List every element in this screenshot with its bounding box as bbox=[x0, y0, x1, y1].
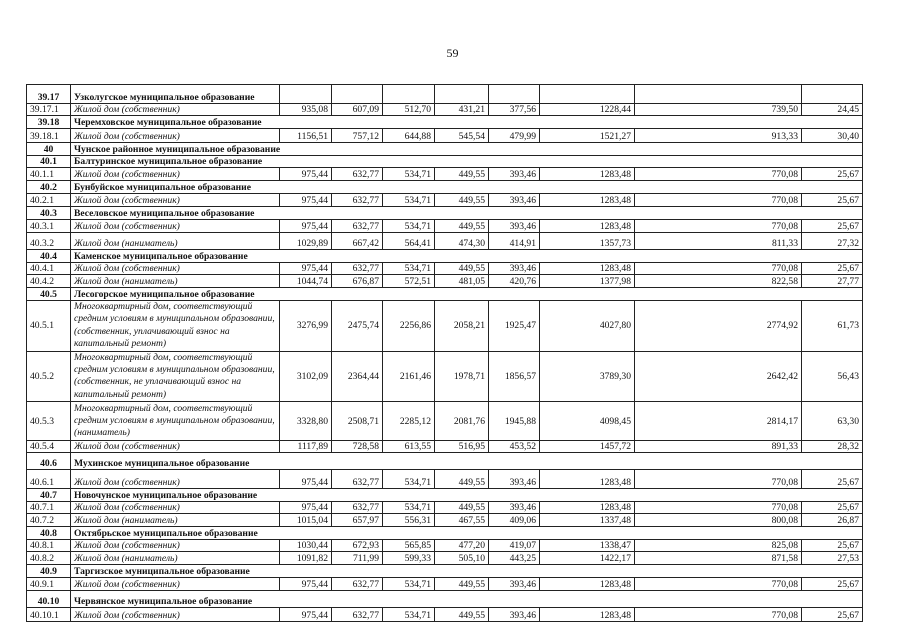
value-cell: 613,55 bbox=[383, 441, 435, 453]
value-cell: 56,43 bbox=[802, 351, 863, 402]
value-cell: 975,44 bbox=[280, 168, 332, 181]
value-cell: 770,08 bbox=[635, 578, 802, 591]
value-cell: 676,87 bbox=[332, 275, 383, 288]
section-code: 40.3 bbox=[27, 207, 71, 220]
value-cell: 1283,48 bbox=[540, 168, 635, 181]
empty-cell bbox=[383, 85, 435, 104]
row-description: Жилой дом (наниматель) bbox=[71, 552, 280, 565]
value-cell: 453,52 bbox=[489, 441, 540, 453]
value-cell: 657,97 bbox=[332, 514, 383, 527]
value-cell: 1228,44 bbox=[540, 104, 635, 116]
section-name: Узколугское муниципальное образование bbox=[71, 85, 280, 104]
table-row bbox=[27, 441, 863, 453]
value-cell: 1283,48 bbox=[540, 220, 635, 233]
section-name: Балтуринское муниципальное образование bbox=[71, 156, 863, 168]
table-row bbox=[27, 275, 863, 288]
value-cell: 871,58 bbox=[635, 552, 802, 565]
table-row bbox=[27, 351, 863, 402]
value-cell: 811,33 bbox=[635, 233, 802, 250]
value-cell: 505,10 bbox=[435, 552, 489, 565]
value-cell: 28,32 bbox=[802, 441, 863, 453]
value-cell: 825,08 bbox=[635, 540, 802, 552]
section-code: 39.17 bbox=[27, 85, 71, 104]
value-cell: 63,30 bbox=[802, 402, 863, 441]
value-cell: 1856,57 bbox=[489, 351, 540, 402]
empty-cell bbox=[489, 85, 540, 104]
value-cell: 2161,46 bbox=[383, 351, 435, 402]
row-description: Жилой дом (собственник) bbox=[71, 578, 280, 591]
row-description: Жилой дом (собственник) bbox=[71, 194, 280, 207]
value-cell: 2508,71 bbox=[332, 402, 383, 441]
section-name: Черемховское муниципальное образование bbox=[71, 116, 863, 129]
section-name: Чунское районное муниципальное образование bbox=[71, 143, 863, 156]
value-cell: 632,77 bbox=[332, 578, 383, 591]
row-description: Жилой дом (собственник) bbox=[71, 441, 280, 453]
value-cell: 61,73 bbox=[802, 301, 863, 352]
section-name: Мухинское муниципальное образование bbox=[71, 453, 863, 470]
value-cell: 770,08 bbox=[635, 168, 802, 181]
value-cell: 1283,48 bbox=[540, 608, 635, 622]
section-header-row bbox=[27, 565, 863, 578]
value-cell: 477,20 bbox=[435, 540, 489, 552]
row-description: Жилой дом (собственник) bbox=[71, 608, 280, 622]
value-cell: 739,50 bbox=[635, 104, 802, 116]
section-name: Новочунское муниципальное образование bbox=[71, 489, 863, 502]
section-header-row bbox=[27, 85, 863, 104]
value-cell: 25,67 bbox=[802, 578, 863, 591]
value-cell: 2642,42 bbox=[635, 351, 802, 402]
row-description: Жилой дом (наниматель) bbox=[71, 275, 280, 288]
value-cell: 545,54 bbox=[435, 129, 489, 143]
value-cell: 420,76 bbox=[489, 275, 540, 288]
section-header-row bbox=[27, 143, 863, 156]
value-cell: 607,09 bbox=[332, 104, 383, 116]
section-code: 40.8 bbox=[27, 527, 71, 540]
value-cell: 393,46 bbox=[489, 502, 540, 514]
value-cell: 30,40 bbox=[802, 129, 863, 143]
row-code: 40.5.2 bbox=[27, 351, 71, 402]
value-cell: 757,12 bbox=[332, 129, 383, 143]
table-row bbox=[27, 194, 863, 207]
value-cell: 1978,71 bbox=[435, 351, 489, 402]
row-code: 40.7.2 bbox=[27, 514, 71, 527]
value-cell: 632,77 bbox=[332, 470, 383, 489]
value-cell: 25,67 bbox=[802, 502, 863, 514]
row-code: 40.3.2 bbox=[27, 233, 71, 250]
value-cell: 2364,44 bbox=[332, 351, 383, 402]
value-cell: 891,33 bbox=[635, 441, 802, 453]
section-header-row bbox=[27, 207, 863, 220]
row-code: 40.10.1 bbox=[27, 608, 71, 622]
value-cell: 1283,48 bbox=[540, 470, 635, 489]
value-cell: 728,58 bbox=[332, 441, 383, 453]
section-header-row bbox=[27, 453, 863, 470]
value-cell: 1945,88 bbox=[489, 402, 540, 441]
value-cell: 534,71 bbox=[383, 220, 435, 233]
row-code: 40.5.4 bbox=[27, 441, 71, 453]
value-cell: 481,05 bbox=[435, 275, 489, 288]
section-code: 40.7 bbox=[27, 489, 71, 502]
value-cell: 534,71 bbox=[383, 168, 435, 181]
row-code: 39.18.1 bbox=[27, 129, 71, 143]
value-cell: 534,71 bbox=[383, 502, 435, 514]
value-cell: 393,46 bbox=[489, 263, 540, 275]
value-cell: 632,77 bbox=[332, 194, 383, 207]
value-cell: 479,99 bbox=[489, 129, 540, 143]
row-code: 40.8.2 bbox=[27, 552, 71, 565]
value-cell: 3328,80 bbox=[280, 402, 332, 441]
row-description: Жилой дом (собственник) bbox=[71, 470, 280, 489]
section-header-row bbox=[27, 156, 863, 168]
value-cell: 534,71 bbox=[383, 470, 435, 489]
value-cell: 25,67 bbox=[802, 540, 863, 552]
value-cell: 449,55 bbox=[435, 578, 489, 591]
table-row bbox=[27, 220, 863, 233]
value-cell: 393,46 bbox=[489, 578, 540, 591]
table-row bbox=[27, 301, 863, 352]
row-description: Жилой дом (наниматель) bbox=[71, 233, 280, 250]
section-code: 39.18 bbox=[27, 116, 71, 129]
value-cell: 2256,86 bbox=[383, 301, 435, 352]
value-cell: 913,33 bbox=[635, 129, 802, 143]
value-cell: 1091,82 bbox=[280, 552, 332, 565]
value-cell: 632,77 bbox=[332, 502, 383, 514]
value-cell: 632,77 bbox=[332, 263, 383, 275]
table-row bbox=[27, 540, 863, 552]
empty-cell bbox=[802, 85, 863, 104]
value-cell: 409,06 bbox=[489, 514, 540, 527]
value-cell: 443,25 bbox=[489, 552, 540, 565]
value-cell: 449,55 bbox=[435, 470, 489, 489]
empty-cell bbox=[540, 85, 635, 104]
section-name: Октябрьское муниципальное образование bbox=[71, 527, 863, 540]
section-header-row bbox=[27, 591, 863, 608]
value-cell: 467,55 bbox=[435, 514, 489, 527]
table-row bbox=[27, 552, 863, 565]
value-cell: 449,55 bbox=[435, 608, 489, 622]
row-code: 40.9.1 bbox=[27, 578, 71, 591]
value-cell: 711,99 bbox=[332, 552, 383, 565]
page-number: 59 bbox=[446, 46, 459, 60]
value-cell: 534,71 bbox=[383, 578, 435, 591]
value-cell: 516,95 bbox=[435, 441, 489, 453]
value-cell: 25,67 bbox=[802, 470, 863, 489]
value-cell: 975,44 bbox=[280, 194, 332, 207]
value-cell: 975,44 bbox=[280, 502, 332, 514]
value-cell: 935,08 bbox=[280, 104, 332, 116]
value-cell: 556,31 bbox=[383, 514, 435, 527]
section-name: Каменское муниципальное образование bbox=[71, 250, 863, 263]
row-code: 40.5.3 bbox=[27, 402, 71, 441]
row-code: 40.2.1 bbox=[27, 194, 71, 207]
value-cell: 770,08 bbox=[635, 470, 802, 489]
row-description: Жилой дом (собственник) bbox=[71, 129, 280, 143]
value-cell: 25,67 bbox=[802, 608, 863, 622]
table-row bbox=[27, 578, 863, 591]
value-cell: 800,08 bbox=[635, 514, 802, 527]
row-description: Жилой дом (собственник) bbox=[71, 220, 280, 233]
section-header-row bbox=[27, 489, 863, 502]
value-cell: 512,70 bbox=[383, 104, 435, 116]
value-cell: 393,46 bbox=[489, 470, 540, 489]
table-row bbox=[27, 104, 863, 116]
value-cell: 26,87 bbox=[802, 514, 863, 527]
value-cell: 419,07 bbox=[489, 540, 540, 552]
section-code: 40.10 bbox=[27, 591, 71, 608]
section-name: Таргизское муниципальное образование bbox=[71, 565, 863, 578]
value-cell: 393,46 bbox=[489, 608, 540, 622]
value-cell: 25,67 bbox=[802, 194, 863, 207]
value-cell: 25,67 bbox=[802, 220, 863, 233]
row-description: Жилой дом (собственник) bbox=[71, 263, 280, 275]
table-row bbox=[27, 129, 863, 143]
value-cell: 4098,45 bbox=[540, 402, 635, 441]
value-cell: 393,46 bbox=[489, 194, 540, 207]
value-cell: 534,71 bbox=[383, 608, 435, 622]
value-cell: 770,08 bbox=[635, 263, 802, 275]
value-cell: 449,55 bbox=[435, 263, 489, 275]
row-code: 39.17.1 bbox=[27, 104, 71, 116]
section-name: Червянское муниципальное образование bbox=[71, 591, 863, 608]
value-cell: 1521,27 bbox=[540, 129, 635, 143]
value-cell: 975,44 bbox=[280, 578, 332, 591]
value-cell: 632,77 bbox=[332, 608, 383, 622]
value-cell: 1283,48 bbox=[540, 578, 635, 591]
section-code: 40.5 bbox=[27, 288, 71, 301]
value-cell: 449,55 bbox=[435, 502, 489, 514]
value-cell: 449,55 bbox=[435, 220, 489, 233]
value-cell: 474,30 bbox=[435, 233, 489, 250]
row-description: Многоквартирный дом, соответствующий средним условиям в муниципальном образовании, (собственник, не уплачивающий взнос на капитальный ремонт) bbox=[71, 351, 280, 402]
table-row bbox=[27, 608, 863, 622]
row-description: Жилой дом (собственник) bbox=[71, 104, 280, 116]
value-cell: 632,77 bbox=[332, 220, 383, 233]
section-code: 40.2 bbox=[27, 181, 71, 194]
value-cell: 1156,51 bbox=[280, 129, 332, 143]
value-cell: 414,91 bbox=[489, 233, 540, 250]
value-cell: 1117,89 bbox=[280, 441, 332, 453]
row-code: 40.6.1 bbox=[27, 470, 71, 489]
row-description: Жилой дом (собственник) bbox=[71, 502, 280, 514]
table-row bbox=[27, 470, 863, 489]
row-description: Жилой дом (собственник) bbox=[71, 540, 280, 552]
table-row bbox=[27, 168, 863, 181]
empty-cell bbox=[332, 85, 383, 104]
value-cell: 2475,74 bbox=[332, 301, 383, 352]
value-cell: 1283,48 bbox=[540, 263, 635, 275]
value-cell: 1044,74 bbox=[280, 275, 332, 288]
value-cell: 770,08 bbox=[635, 502, 802, 514]
row-description: Многоквартирный дом, соответствующий средним условиям в муниципальном образовании, (собственник, уплачивающий взнос на капитальный ремонт) bbox=[71, 301, 280, 352]
value-cell: 1337,48 bbox=[540, 514, 635, 527]
section-header-row bbox=[27, 527, 863, 540]
value-cell: 644,88 bbox=[383, 129, 435, 143]
value-cell: 1338,47 bbox=[540, 540, 635, 552]
section-code: 40.1 bbox=[27, 156, 71, 168]
value-cell: 1015,04 bbox=[280, 514, 332, 527]
table-row bbox=[27, 502, 863, 514]
value-cell: 449,55 bbox=[435, 194, 489, 207]
empty-cell bbox=[635, 85, 802, 104]
value-cell: 564,41 bbox=[383, 233, 435, 250]
row-code: 40.8.1 bbox=[27, 540, 71, 552]
row-code: 40.4.2 bbox=[27, 275, 71, 288]
value-cell: 2814,17 bbox=[635, 402, 802, 441]
value-cell: 975,44 bbox=[280, 263, 332, 275]
value-cell: 667,42 bbox=[332, 233, 383, 250]
value-cell: 4027,80 bbox=[540, 301, 635, 352]
value-cell: 2081,76 bbox=[435, 402, 489, 441]
table-row bbox=[27, 514, 863, 527]
row-description: Многоквартирный дом, соответствующий средним условиям в муниципальном образовании, (наниматель) bbox=[71, 402, 280, 441]
table-body bbox=[27, 85, 863, 622]
section-code: 40.9 bbox=[27, 565, 71, 578]
value-cell: 1283,48 bbox=[540, 502, 635, 514]
value-cell: 975,44 bbox=[280, 608, 332, 622]
section-code: 40 bbox=[27, 143, 71, 156]
value-cell: 449,55 bbox=[435, 168, 489, 181]
value-cell: 25,67 bbox=[802, 168, 863, 181]
value-cell: 770,08 bbox=[635, 194, 802, 207]
value-cell: 3789,30 bbox=[540, 351, 635, 402]
row-description: Жилой дом (собственник) bbox=[71, 168, 280, 181]
value-cell: 672,93 bbox=[332, 540, 383, 552]
row-code: 40.5.1 bbox=[27, 301, 71, 352]
value-cell: 431,21 bbox=[435, 104, 489, 116]
section-header-row bbox=[27, 288, 863, 301]
value-cell: 27,53 bbox=[802, 552, 863, 565]
value-cell: 1457,72 bbox=[540, 441, 635, 453]
section-code: 40.4 bbox=[27, 250, 71, 263]
value-cell: 975,44 bbox=[280, 470, 332, 489]
value-cell: 3102,09 bbox=[280, 351, 332, 402]
tariff-table bbox=[26, 84, 863, 622]
value-cell: 2285,12 bbox=[383, 402, 435, 441]
row-code: 40.1.1 bbox=[27, 168, 71, 181]
value-cell: 975,44 bbox=[280, 220, 332, 233]
row-code: 40.4.1 bbox=[27, 263, 71, 275]
value-cell: 534,71 bbox=[383, 263, 435, 275]
value-cell: 1925,47 bbox=[489, 301, 540, 352]
row-code: 40.3.1 bbox=[27, 220, 71, 233]
section-header-row bbox=[27, 250, 863, 263]
value-cell: 1029,89 bbox=[280, 233, 332, 250]
value-cell: 1283,48 bbox=[540, 194, 635, 207]
section-name: Веселовское муниципальное образование bbox=[71, 207, 863, 220]
section-name: Лесогорское муниципальное образование bbox=[71, 288, 863, 301]
empty-cell bbox=[280, 85, 332, 104]
value-cell: 27,32 bbox=[802, 233, 863, 250]
value-cell: 770,08 bbox=[635, 608, 802, 622]
value-cell: 572,51 bbox=[383, 275, 435, 288]
section-name: Бунбуйское муниципальное образование bbox=[71, 181, 863, 194]
value-cell: 1377,98 bbox=[540, 275, 635, 288]
table-row bbox=[27, 402, 863, 441]
value-cell: 565,85 bbox=[383, 540, 435, 552]
value-cell: 770,08 bbox=[635, 220, 802, 233]
section-code: 40.6 bbox=[27, 453, 71, 470]
value-cell: 25,67 bbox=[802, 263, 863, 275]
value-cell: 393,46 bbox=[489, 168, 540, 181]
value-cell: 27,77 bbox=[802, 275, 863, 288]
value-cell: 1030,44 bbox=[280, 540, 332, 552]
value-cell: 377,56 bbox=[489, 104, 540, 116]
value-cell: 1422,17 bbox=[540, 552, 635, 565]
empty-cell bbox=[435, 85, 489, 104]
table-row bbox=[27, 263, 863, 275]
value-cell: 632,77 bbox=[332, 168, 383, 181]
value-cell: 2774,92 bbox=[635, 301, 802, 352]
value-cell: 599,33 bbox=[383, 552, 435, 565]
value-cell: 393,46 bbox=[489, 220, 540, 233]
row-code: 40.7.1 bbox=[27, 502, 71, 514]
value-cell: 3276,99 bbox=[280, 301, 332, 352]
value-cell: 534,71 bbox=[383, 194, 435, 207]
value-cell: 822,58 bbox=[635, 275, 802, 288]
value-cell: 1357,73 bbox=[540, 233, 635, 250]
value-cell: 24,45 bbox=[802, 104, 863, 116]
value-cell: 2058,21 bbox=[435, 301, 489, 352]
section-header-row bbox=[27, 181, 863, 194]
table-row bbox=[27, 233, 863, 250]
row-description: Жилой дом (наниматель) bbox=[71, 514, 280, 527]
section-header-row bbox=[27, 116, 863, 129]
